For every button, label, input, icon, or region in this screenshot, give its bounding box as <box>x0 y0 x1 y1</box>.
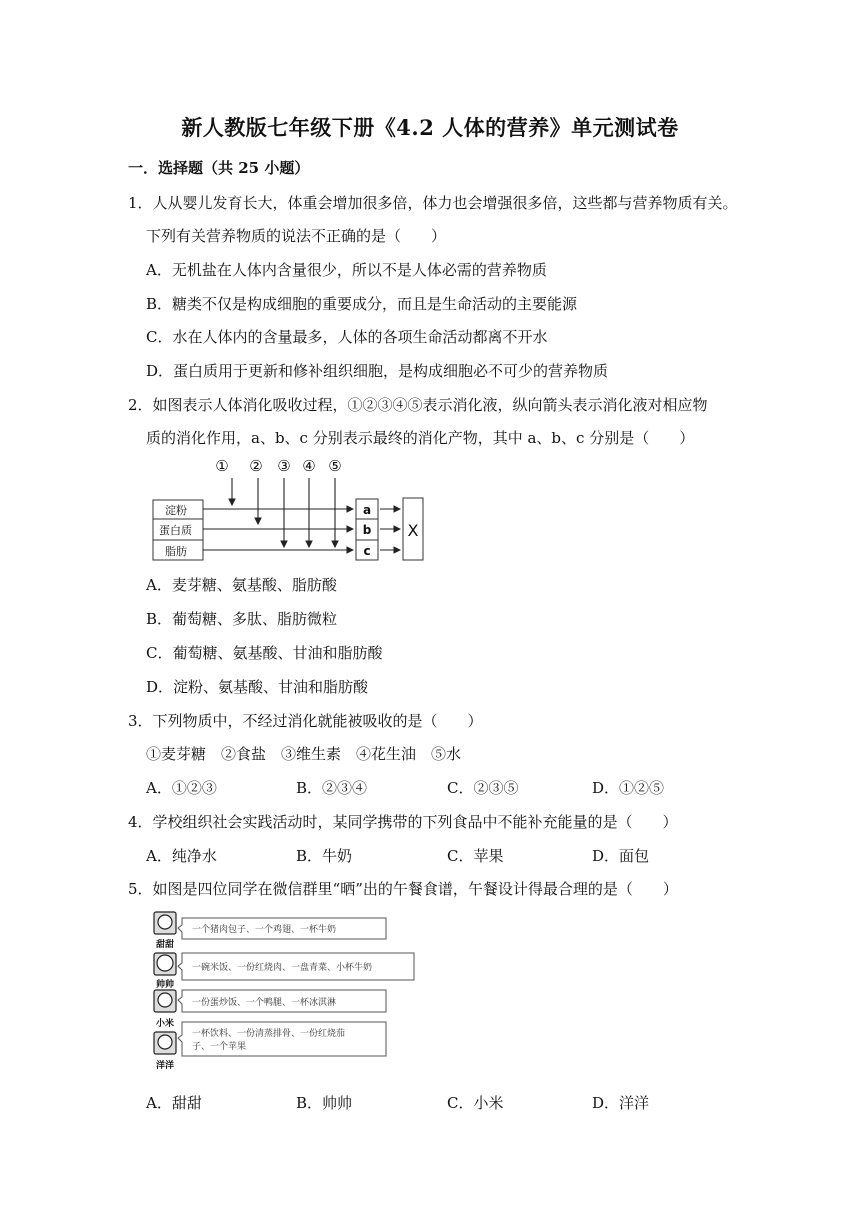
wechat-lunch-figure <box>152 910 417 1080</box>
digestion-diagram <box>150 456 430 564</box>
q2-option-c: C．葡萄糖、氨基酸、甘油和脂肪酸 <box>146 644 383 662</box>
product-label-a: a <box>362 503 372 517</box>
msg-yangyang-line1: 一杯饮料、一份清蒸排骨、一份红烧茄 <box>192 1029 346 1039</box>
nutrient-label-fat: 脂肪 <box>165 545 187 558</box>
q4-option-b: B．牛奶 <box>296 847 353 865</box>
nutrient-label-protein: 蛋白质 <box>159 524 192 537</box>
q1-option-a: A．无机盐在人体内含量很少，所以不是人体必需的营养物质 <box>146 261 547 279</box>
final-label-x: X <box>407 521 419 540</box>
section-heading: 一．选择题（共 25 小题） <box>128 159 310 177</box>
msg-yangyang-line2: 子、一个苹果 <box>192 1042 247 1052</box>
name-yangyang: 洋洋 <box>155 1061 175 1071</box>
q4-stem: 4．学校组织社会实践活动时，某同学携带的下列食品中不能补充能量的是（ ） <box>128 813 678 831</box>
q5-option-a: A．甜甜 <box>146 1094 202 1112</box>
q1-stem-line2: 下列有关营养物质的说法不正确的是（ ） <box>146 227 447 245</box>
q5-option-b: B．帅帅 <box>296 1094 353 1112</box>
q3-stem: 3．下列物质中，不经过消化就能被吸收的是（ ） <box>128 712 483 730</box>
q5-stem: 5．如图是四位同学在微信群里“晒”出的午餐食谱，午餐设计得最合理的是（ ） <box>128 880 678 898</box>
q5-option-d: D．洋洋 <box>592 1094 650 1112</box>
juice-label-2: ② <box>249 457 263 475</box>
q2-stem-line1: 2．如图表示人体消化吸收过程，①②③④⑤表示消化液，纵向箭头表示消化液对相应物 <box>128 396 708 414</box>
q3-items: ①麦芽糖 ②食盐 ③维生素 ④花生油 ⑤水 <box>146 745 462 763</box>
q1-option-c: C．水在人体内的含量最多，人体的各项生命活动都离不开水 <box>146 328 548 346</box>
msg-shuaishuai: 一碗米饭、一份红烧肉、一盘青菜、小杯牛奶 <box>192 963 373 973</box>
q3-option-c: C．②③⑤ <box>447 779 519 797</box>
q3-option-a: A．①②③ <box>146 779 217 797</box>
name-tiantian: 甜甜 <box>155 940 175 950</box>
juice-label-5: ⑤ <box>328 457 342 475</box>
q2-option-d: D．淀粉、氨基酸、甘油和脂肪酸 <box>146 678 369 696</box>
juice-label-1: ① <box>215 457 229 475</box>
q4-option-d: D．面包 <box>592 847 650 865</box>
q5-option-c: C．小米 <box>447 1094 504 1112</box>
juice-label-3: ③ <box>277 457 291 475</box>
q3-option-d: D．①②⑤ <box>592 779 665 797</box>
name-xiaomi: 小米 <box>155 1019 175 1029</box>
msg-xiaomi: 一份蛋炒饭、一个鸭腿、一杯冰淇淋 <box>192 998 337 1008</box>
nutrient-label-starch: 淀粉 <box>165 504 187 517</box>
q4-option-a: A．纯净水 <box>146 847 217 865</box>
q1-stem-line1: 1．人从婴儿发育长大，体重会增加很多倍，体力也会增强很多倍，这些都与营养物质有关。 <box>128 194 738 212</box>
q2-stem-line2: 质的消化作用，a、b、c 分别表示最终的消化产物，其中 a、b、c 分别是（ ） <box>146 429 695 447</box>
q1-option-d: D．蛋白质用于更新和修补组织细胞，是构成细胞必不可少的营养物质 <box>146 362 609 380</box>
page-title: 新人教版七年级下册《4.2 人体的营养》单元测试卷 <box>181 115 679 140</box>
msg-tiantian: 一个猪肉包子、一个鸡翅、一杯牛奶 <box>192 925 337 935</box>
product-label-c: c <box>363 544 371 558</box>
product-label-b: b <box>362 523 372 537</box>
name-shuaishuai: 帅帅 <box>155 980 175 990</box>
q2-option-b: B．葡萄糖、多肽、脂肪微粒 <box>146 610 338 628</box>
q3-option-b: B．②③④ <box>296 779 368 797</box>
q1-option-b: B．糖类不仅是构成细胞的重要成分，而且是生命活动的主要能源 <box>146 295 578 313</box>
q2-option-a: A．麦芽糖、氨基酸、脂肪酸 <box>146 576 337 594</box>
q4-option-c: C．苹果 <box>447 847 504 865</box>
juice-label-4: ④ <box>302 457 316 475</box>
